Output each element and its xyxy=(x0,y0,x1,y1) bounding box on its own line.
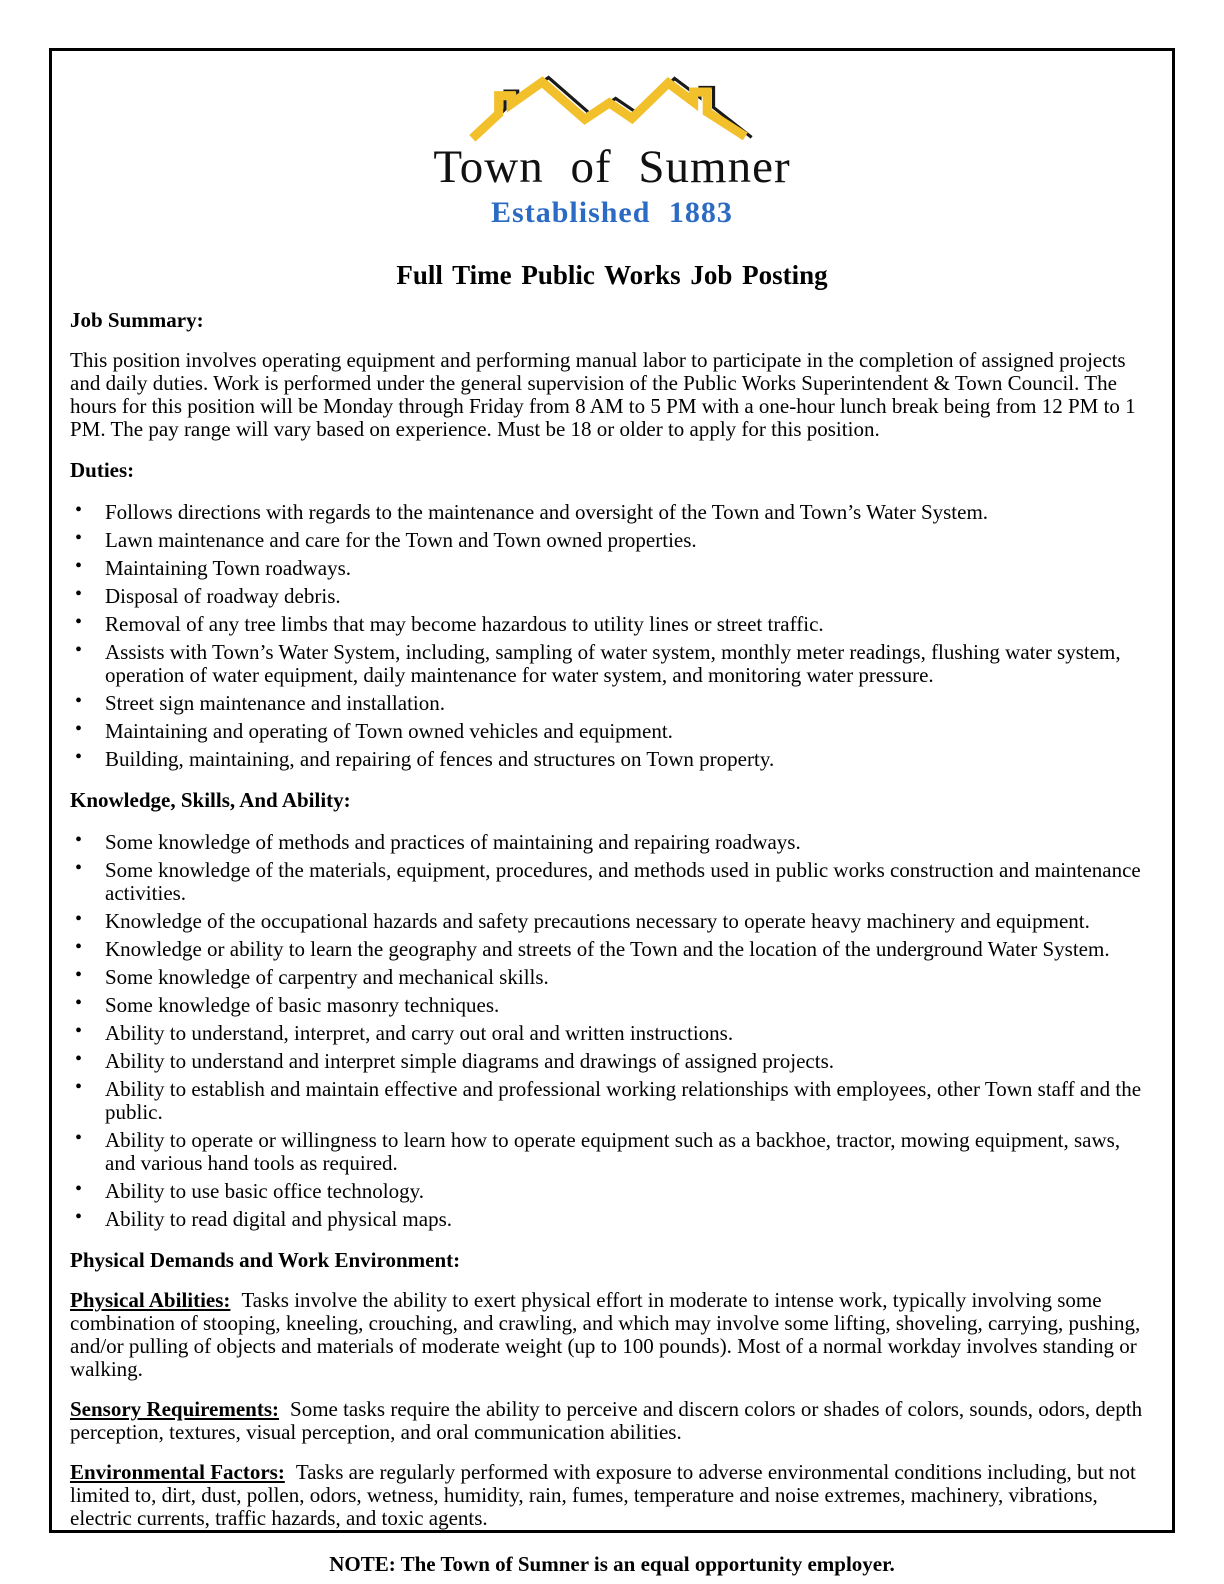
duties-heading: Duties: xyxy=(70,458,135,483)
bullet-text: Knowledge of the occupational hazards and safety precautions necessary to operate heavy machinery and equipment. xyxy=(105,909,1090,934)
job-summary-paragraph: This position involves operating equipment and performing manual labor to participate in the completion of assigned projects and daily duties. Work is performed under the general supervision of the Public Works Superintendent & Town Council. The hours for this position will be Monday through Friday from 8 AM to 5 PM with a one-hour lunch break being from 12 PM to 1 PM. The pay range will vary based on experience. Must be 18 or older to apply for this position. xyxy=(70,348,1136,442)
paragraph-body: Tasks are regularly performed with exposure to adverse environmental conditions including, but not limited to, dirt, dust, pollen, odors, wetness, humidity, rain, fumes, temperature and noise extremes, machinery, vibrations, electric currents, traffic hazards, and toxic agents. xyxy=(70,1460,1136,1531)
bullet-text: Disposal of roadway debris. xyxy=(105,584,341,609)
list-item xyxy=(70,748,1154,771)
list-item xyxy=(70,641,1154,687)
ksa-list xyxy=(70,831,1154,1231)
bullet-text: Knowledge or ability to learn the geography and streets of the Town and the location of the underground Water System. xyxy=(105,937,1110,962)
list-item xyxy=(70,1208,1154,1231)
bullet-text: Ability to use basic office technology. xyxy=(105,1179,425,1204)
list-item xyxy=(70,692,1154,715)
rooftops-icon xyxy=(456,73,768,141)
bullet-text: Follows directions with regards to the maintenance and oversight of the Town and Town’s Water System. xyxy=(105,500,989,525)
bullet-text: Some knowledge of the materials, equipment, procedures, and methods used in public works construction and maintenance activities. xyxy=(105,858,1141,906)
lead-paragraph xyxy=(70,1398,1154,1444)
lead-paragraph xyxy=(70,1461,1154,1530)
list-item xyxy=(70,585,1154,608)
list-item xyxy=(70,859,1154,905)
paragraph-lead: Sensory Requirements: xyxy=(70,1397,280,1422)
list-item xyxy=(70,831,1154,854)
list-item xyxy=(70,501,1154,524)
page-title: Full Time Public Works Job Posting xyxy=(396,260,828,291)
list-item xyxy=(70,529,1154,552)
ksa-heading: Knowledge, Skills, And Ability: xyxy=(70,788,351,813)
list-item xyxy=(70,613,1154,636)
paragraph-body: Tasks involve the ability to exert physical effort in moderate to intense work, typically involving some combination of stooping, kneeling, crouching, and crawling, and which may involve some lifting, shoveling, carrying, pushing, and/or pulling of objects and materials of moderate weight (up to 100 pounds). Most of a normal workday involves standing or walking. xyxy=(70,1288,1141,1382)
document-content xyxy=(52,51,1172,1577)
bullet-text: Removal of any tree limbs that may become hazardous to utility lines or street traffic. xyxy=(105,612,824,637)
equal-opportunity-note: NOTE: The Town of Sumner is an equal opportunity employer. xyxy=(329,1552,895,1577)
bullet-text: Some knowledge of methods and practices of maintaining and repairing roadways. xyxy=(105,830,801,855)
bullet-text: Ability to understand and interpret simple diagrams and drawings of assigned projects. xyxy=(105,1049,835,1074)
lead-paragraph xyxy=(70,1289,1154,1381)
list-item xyxy=(70,1180,1154,1203)
paragraph-lead: Physical Abilities: xyxy=(70,1288,231,1313)
town-logo xyxy=(70,73,1154,230)
paragraph-body: Some tasks require the ability to perceive and discern colors or shades of colors, sounds, odors, depth perception, textures, visual perception, and oral communication abilities. xyxy=(70,1397,1143,1445)
bullet-text: Building, maintaining, and repairing of fences and structures on Town property. xyxy=(105,747,775,772)
physical-demands-paragraphs xyxy=(70,1289,1154,1530)
list-item xyxy=(70,1050,1154,1073)
bullet-text: Ability to operate or willingness to learn how to operate equipment such as a backhoe, tractor, mowing equipment, saws, and various hand tools as required. xyxy=(105,1128,1121,1176)
bullet-text: Ability to read digital and physical maps. xyxy=(105,1207,453,1232)
list-item xyxy=(70,994,1154,1017)
list-item xyxy=(70,720,1154,743)
list-item xyxy=(70,1022,1154,1045)
bullet-text: Lawn maintenance and care for the Town and Town owned properties. xyxy=(105,528,697,553)
bullet-text: Ability to establish and maintain effective and professional working relationships with employees, other Town staff and the public. xyxy=(105,1077,1142,1125)
paragraph-lead: Environmental Factors: xyxy=(70,1460,285,1485)
org-tagline: Established 1883 xyxy=(491,196,733,230)
job-summary-heading: Job Summary: xyxy=(70,308,204,333)
bullet-text: Maintaining and operating of Town owned vehicles and equipment. xyxy=(105,719,673,744)
bullet-text: Some knowledge of basic masonry techniques. xyxy=(105,993,500,1018)
list-item xyxy=(70,966,1154,989)
org-name: Town of Sumner xyxy=(433,141,791,193)
bullet-text: Street sign maintenance and installation. xyxy=(105,691,445,716)
bullet-text: Some knowledge of carpentry and mechanical skills. xyxy=(105,965,549,990)
list-item xyxy=(70,938,1154,961)
job-posting-document xyxy=(49,48,1175,1577)
list-item xyxy=(70,1129,1154,1175)
list-item xyxy=(70,1078,1154,1124)
list-item xyxy=(70,910,1154,933)
physical-demands-heading: Physical Demands and Work Environment: xyxy=(70,1248,461,1273)
bullet-text: Maintaining Town roadways. xyxy=(105,556,352,581)
bullet-text: Ability to understand, interpret, and carry out oral and written instructions. xyxy=(105,1021,734,1046)
duties-list xyxy=(70,501,1154,771)
bullet-text: Assists with Town’s Water System, including, sampling of water system, monthly meter readings, flushing water system, operation of water equipment, daily maintenance for water system, and monitoring water pressure. xyxy=(105,640,1121,688)
list-item xyxy=(70,557,1154,580)
